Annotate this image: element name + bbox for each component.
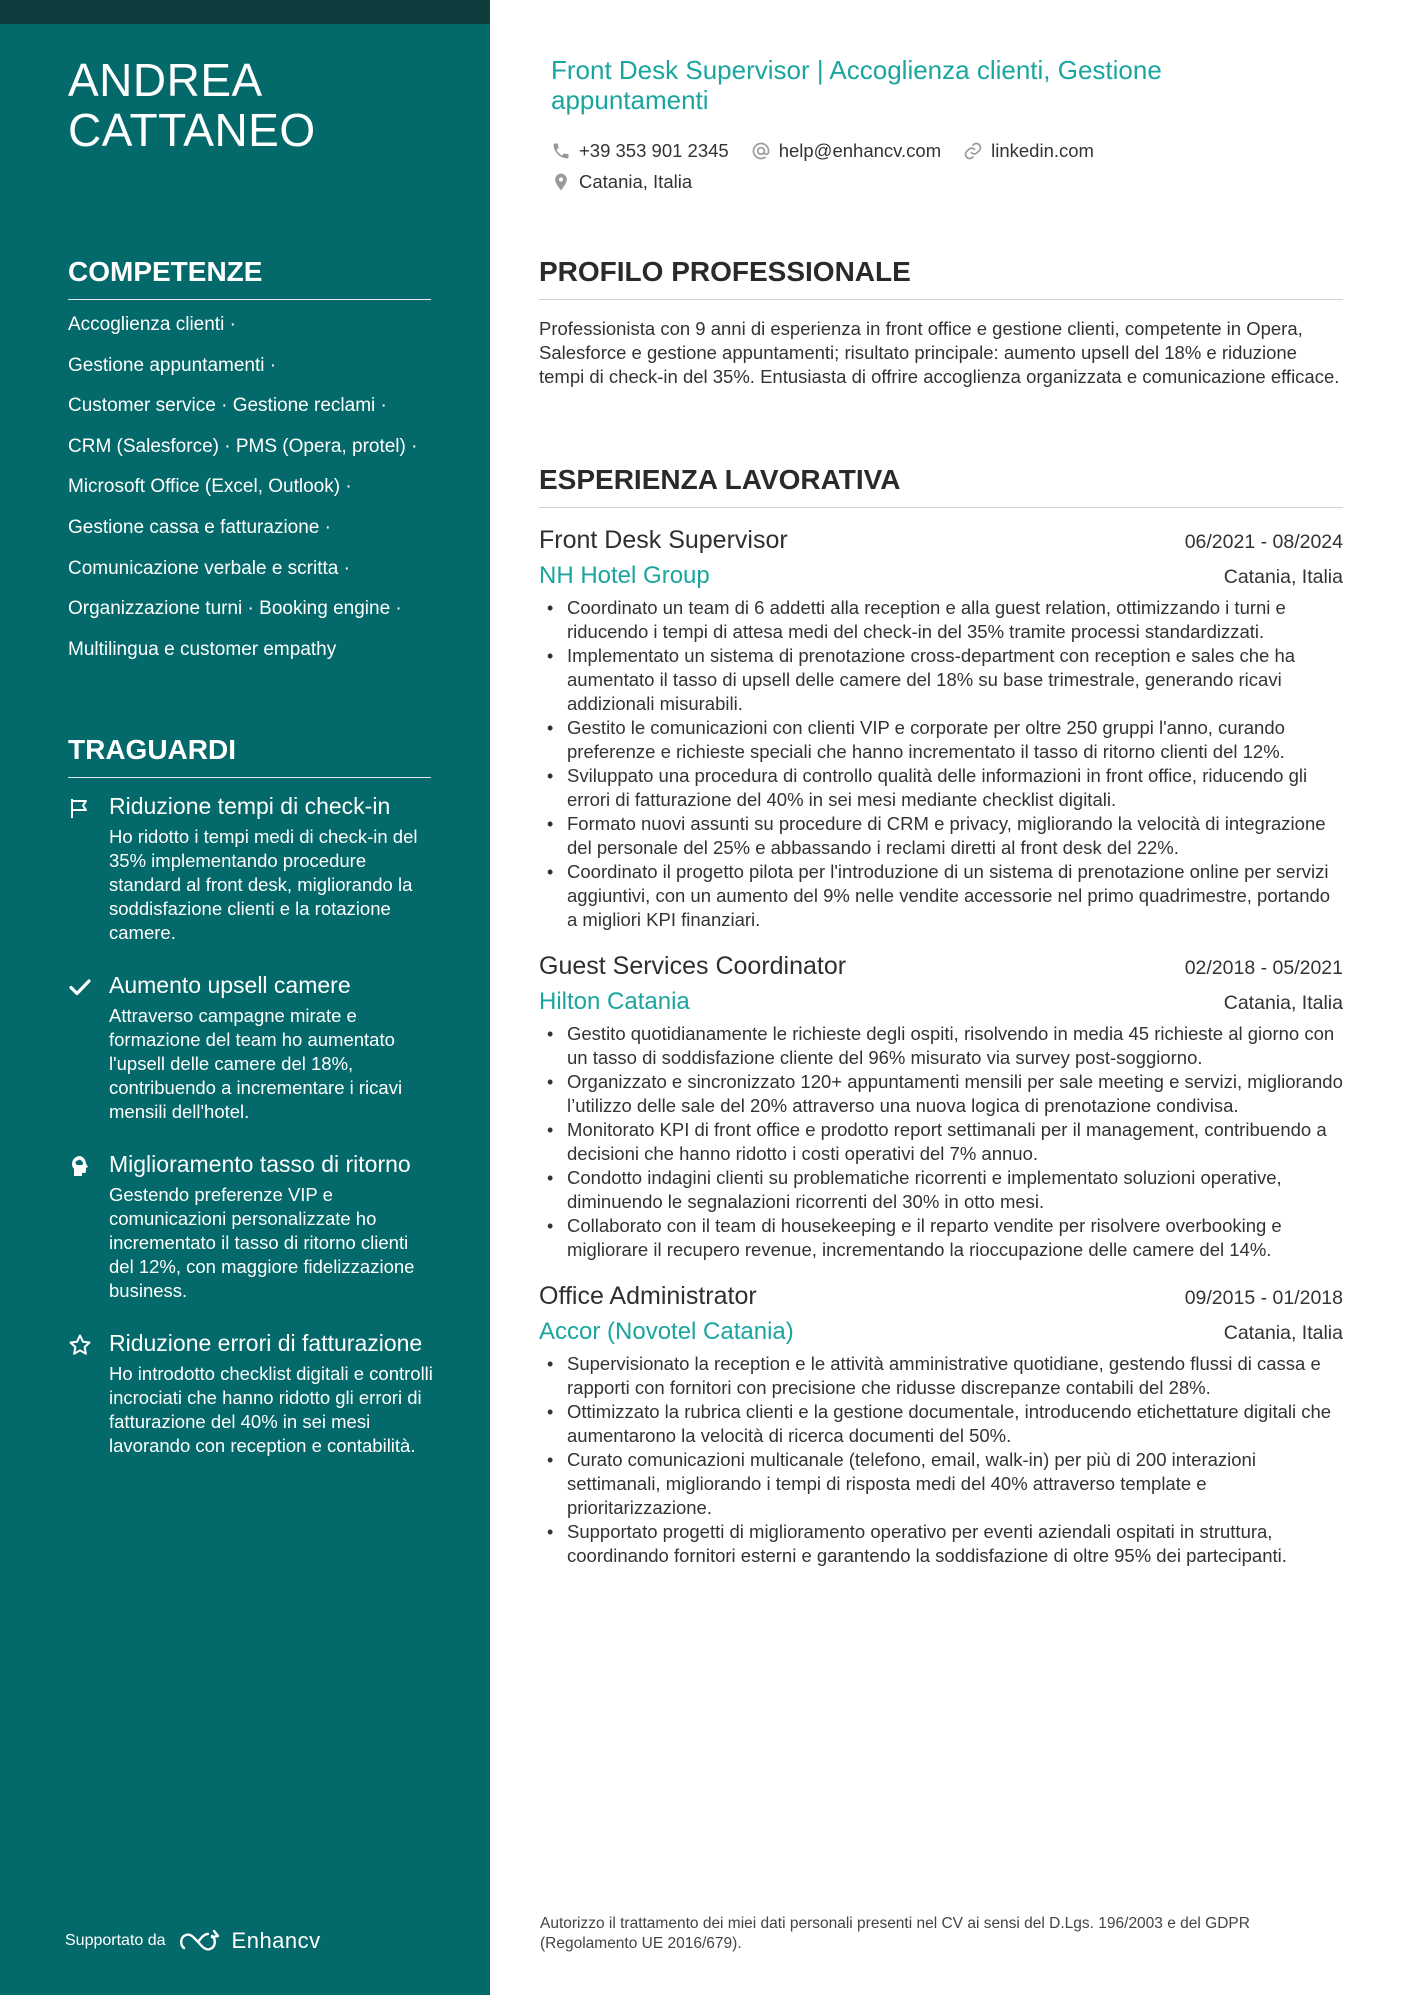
job-title: Office Administrator: [539, 1282, 757, 1310]
achievement-item: [68, 971, 438, 1124]
achievement-description: Attraverso campagne mirate e formazione del team ho aumentato l'upsell delle camere del 18%, contribuendo a incrementare i ricavi mensili dell'hotel.: [109, 1005, 403, 1122]
achievement-item: [68, 1329, 438, 1458]
job-entry: [539, 948, 1343, 1262]
job-bullet: • Implementato un sistema di prenotazione cross-department con reception e sales che ha aumentato il tasso di upsell delle camere del 18% su base trimestrale, generando ricavi addizionali misurabili.: [539, 644, 1343, 716]
star-icon: [68, 1333, 92, 1357]
skill-item: Gestione cassa e fatturazione ·: [68, 516, 331, 538]
link-icon: [963, 141, 991, 161]
achievement-description: Gestendo preferenze VIP e comunicazioni personalizzate ho incrementato il tasso di ritorno clienti del 12%, con maggiore fidelizzazione business.: [109, 1184, 415, 1301]
job-bullet: • Formato nuovi assunti su procedure di CRM e privacy, migliorando la velocità di integrazione del personale del 25% e abbassando i reclami diretti al front desk del 22%.: [539, 812, 1343, 860]
achievement-description: Ho introdotto checklist digitali e controlli incrociati che hanno ridotto gli errori di fatturazione del 40% in sei mesi lavorando con reception e contabilità.: [109, 1363, 433, 1456]
job-bullets: [539, 1022, 1343, 1262]
job-bullet: • Ottimizzato la rubrica clienti e la gestione documentale, introducendo etichettature digitali che aumentarono la velocità di ricerca documenti del 50%.: [539, 1400, 1343, 1448]
achievement-item: [68, 1150, 438, 1303]
achievement-title: Riduzione tempi di check-in: [109, 793, 391, 819]
contact-row: [551, 135, 1331, 166]
job-bullet: • Collaborato con il team di housekeeping e il reparto vendite per risolvere overbooking e migliorare il recupero revenue, incrementando la rioccupazione delle camere del 14%.: [539, 1214, 1343, 1262]
job-bullet: • Sviluppato una procedura di controllo qualità delle informazioni in front office, riducendo gli errori di fatturazione del 40% in sei mesi mediante checklist digitali.: [539, 764, 1343, 812]
job-bullet: • Gestito le comunicazioni con clienti VIP e corporate per oltre 250 gruppi l'anno, curando preferenze e richieste speciali che hanno incrementato il tasso di ritorno clienti del 12%.: [539, 716, 1343, 764]
job-entry: [539, 522, 1343, 932]
job-bullet: • Curato comunicazioni multicanale (telefono, email, walk-in) per più di 200 interazioni settimanali, migliorando i tempi di risposta medi del 40% attraverso template e prioritarizzazione.: [539, 1448, 1343, 1520]
job-bullet: • Supervisionato la reception e le attività amministrative quotidiane, gestendo flussi di cassa e rapporti con fornitori con precisione che ridusse discrepanze contabili del 28%.: [539, 1352, 1343, 1400]
phone-text: +39 353 901 2345: [579, 139, 729, 161]
job-title: Front Desk Supervisor: [539, 526, 788, 554]
job-dates: 02/2018 - 05/2021: [1184, 957, 1343, 979]
location-pin-icon: [551, 172, 579, 192]
head-brain-icon: [68, 1154, 92, 1178]
achievement-description: Ho ridotto i tempi medi di check-in del 35% implementando procedure standard al front desk, migliorando la soddisfazione clienti e la rotazione camere.: [109, 826, 418, 943]
flag-icon: [68, 796, 92, 820]
job-dates: 09/2015 - 01/2018: [1184, 1287, 1343, 1309]
first-name: ANDREA: [68, 54, 263, 106]
profile-heading: PROFILO PROFESSIONALE: [539, 255, 1343, 300]
achievements-list: [68, 792, 438, 1458]
skill-item: Gestione appuntamenti ·: [68, 354, 277, 376]
job-bullet: • Coordinato un team di 6 addetti alla reception e alla guest relation, ottimizzando i turni e riducendo i tempi di attesa medi del check-in del 35% tramite processi standardizzati.: [539, 596, 1343, 644]
enhancv-brand: Enhancv: [231, 1928, 321, 1953]
skill-item: Organizzazione turni · Booking engine ·: [68, 598, 402, 620]
privacy-consent: Autorizzo il trattamento dei miei dati personali presenti nel CV ai sensi del D.Lgs. 196/2003 e del GDPR (Regolamento UE 2016/679).: [540, 1915, 1250, 1952]
skills-heading: COMPETENZE: [68, 255, 431, 300]
job-bullet: • Condotto indagini clienti su problematiche ricorrenti e implementato soluzioni operative, diminuendo le segnalazioni ricorrenti del 30% in otto mesi.: [539, 1166, 1343, 1214]
sidebar-top-bar: [0, 0, 490, 24]
last-name: CATTANEO: [68, 104, 316, 156]
job-bullet: • Monitorato KPI di front office e prodotto report settimanali per il management, contribuendo a decisioni che hanno ridotto i costi operativi del 7% annuo.: [539, 1118, 1343, 1166]
achievement-item: [68, 792, 438, 945]
achievement-title: Riduzione errori di fatturazione: [109, 1330, 423, 1356]
contact-phone[interactable]: [551, 140, 729, 162]
skill-item: Customer service · Gestione reclami ·: [68, 395, 387, 417]
job-location: Catania, Italia: [1223, 992, 1343, 1014]
sidebar: [0, 0, 490, 1995]
achievement-title: Aumento upsell camere: [109, 972, 351, 998]
experience-list: [539, 522, 1343, 1584]
job-bullet: • Gestito quotidianamente le richieste degli ospiti, risolvendo in media 45 richieste al giorno con un tasso di soddisfazione cliente del 96% misurato via survey post-soggiorno.: [539, 1022, 1343, 1070]
achievement-title: Miglioramento tasso di ritorno: [109, 1151, 411, 1177]
job-company: Accor (Novotel Catania): [539, 1318, 794, 1345]
skill-item: Comunicazione verbale e scritta ·: [68, 557, 350, 579]
profile-summary: Professionista con 9 anni di esperienza in front office e gestione clienti, competente in Opera, Salesforce e gestione appuntamenti; risultato principale: aumento upsell del 18% e riduzione tempi di check-in del 35%. Entusiasta di offrire accoglienza organizzata e comunicazione efficace.: [539, 318, 1340, 387]
skill-item: Accoglienza clienti ·: [68, 314, 236, 335]
job-location: Catania, Italia: [1223, 1322, 1343, 1344]
enhancv-logo[interactable]: [178, 1926, 321, 1956]
job-entry: [539, 1278, 1343, 1568]
contact-row: [551, 166, 1331, 197]
contact-linkedin[interactable]: [963, 140, 1094, 162]
candidate-name: [68, 55, 468, 155]
job-title: Guest Services Coordinator: [539, 952, 847, 980]
supported-by-label: Supportato da: [65, 1932, 166, 1949]
skill-item: Multilingua e customer empathy: [68, 638, 337, 660]
job-bullets: [539, 1352, 1343, 1568]
phone-icon: [551, 141, 579, 161]
skill-item: Microsoft Office (Excel, Outlook) ·: [68, 476, 352, 498]
job-location: Catania, Italia: [1223, 566, 1343, 588]
skill-item: CRM (Salesforce) · PMS (Opera, protel) ·: [68, 435, 418, 457]
linkedin-text: linkedin.com: [991, 139, 1094, 161]
job-bullets: [539, 596, 1343, 932]
email-text: help@enhancv.com: [778, 139, 942, 161]
check-icon: [68, 975, 92, 999]
enhancv-logo-icon: [178, 1926, 224, 1956]
contact-email[interactable]: [751, 140, 941, 162]
supported-by: [65, 1926, 321, 1956]
achievements-heading: TRAGUARDI: [68, 733, 431, 778]
contact-info: [551, 135, 1331, 197]
skills-list: [68, 313, 468, 678]
headline: Front Desk Supervisor | Accoglienza clienti, Gestione appuntamenti: [551, 55, 1162, 115]
location-text: Catania, Italia: [579, 170, 693, 192]
job-bullet: • Organizzato e sincronizzato 120+ appuntamenti mensili per sale meeting e servizi, migliorando l’utilizzo delle sale del 20% attraverso una nuova logica di prenotazione condivisa.: [539, 1070, 1343, 1118]
experience-heading: ESPERIENZA LAVORATIVA: [539, 463, 1343, 508]
job-bullet: • Coordinato il progetto pilota per l'introduzione di un sistema di prenotazione online per servizi aggiuntivi, con un aumento del 9% nelle vendite accessorie nel primo quadrimestre, portando a migliori KPI finanziari.: [539, 860, 1343, 932]
job-bullet: • Supportato progetti di miglioramento operativo per eventi aziendali ospitati in struttura, coordinando fornitori esterni e garantendo la soddisfazione di oltre 95% dei partecipanti.: [539, 1520, 1343, 1568]
contact-location: [551, 171, 692, 193]
job-dates: 06/2021 - 08/2024: [1184, 531, 1343, 553]
job-company: Hilton Catania: [539, 988, 690, 1015]
at-icon: [751, 141, 779, 161]
job-company: NH Hotel Group: [539, 562, 710, 589]
